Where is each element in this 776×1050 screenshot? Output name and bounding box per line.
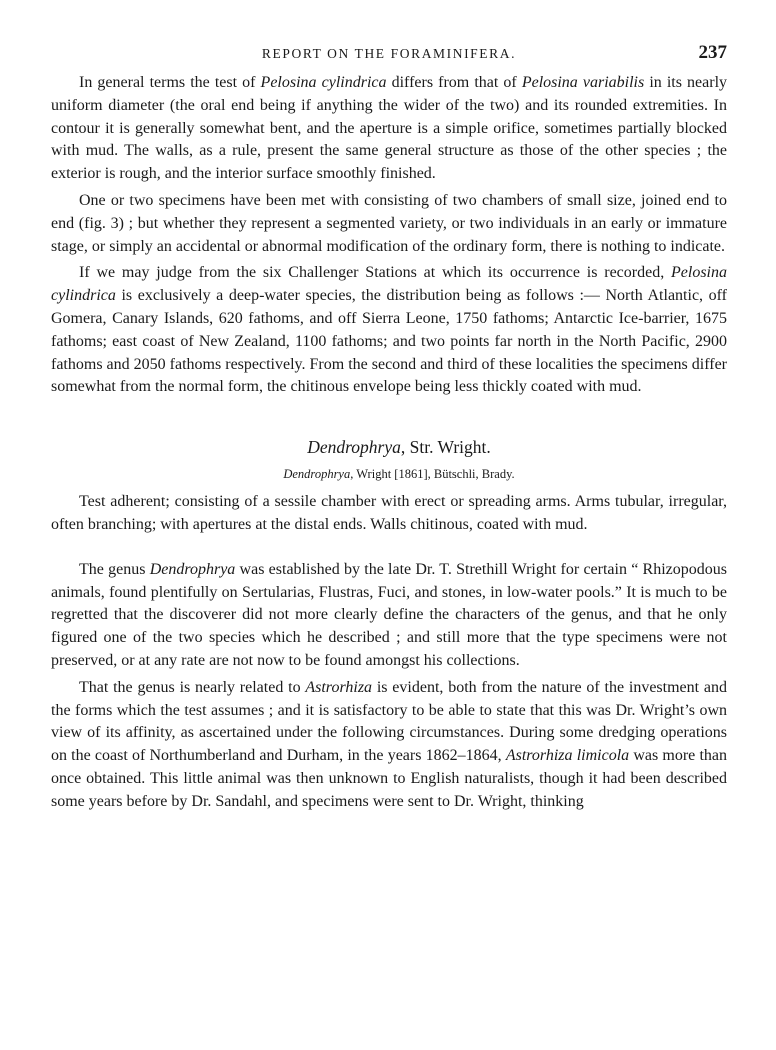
paragraph-dendrophrya-affinity: That the genus is nearly related to Astrorhiza is evident, both from the nature of the investment and the forms which the test assumes ; and it is satisfactory to be able to state that this was Dr. Wright’s own view of its affinity, as ascertained under the following circumstances. During some dredging operations on the coast of Northumberland and Durham, in the years 1862–1864, Astrorhiza limicola was more than once obtained. This little animal was then unknown to English naturalists, though it had been described some years before by Dr. Sandahl, and specimens were sent to Dr. Wright, thinking bbox=[51, 678, 728, 810]
page-header bbox=[51, 42, 727, 72]
genus-heading: Dendrophrya, Str. Wright. bbox=[307, 437, 491, 458]
genus-diagnosis: Test adherent; consisting of a sessile chamber with erect or spreading arms. Arms tubular, irregular, often branching; with apertures at the distal ends. Walls chitinous, coated with mud. bbox=[51, 493, 727, 533]
genus-synonymy: Dendrophrya, Wright [1861], Bütschli, Brady. bbox=[283, 467, 515, 482]
paragraph-dendrophrya-history: The genus Dendrophrya was established by the late Dr. T. Strethill Wright for certain “ Rhizopodous animals, found plentifully on Sertularias, Flustras, Fuci, and stones, in low-water pools.” It is much to be regretted that the discoverer did not more clearly define the characters of the genus, and that he only figured one of the two species which he described ; and still more that the type specimens were not preserved, or at any rate are not now to be found amongst his collections. bbox=[51, 560, 727, 669]
paragraph-pelosina-distribution: If we may judge from the six Challenger Stations at which its occurrence is recorded, Pelosina cylindrica is exclusively a deep-water species, the distribution being as follows :— North Atlantic, off Gomera, Canary Islands, 620 fathoms, and off Sierra Leone, 1750 fathoms; Antarctic Ice-barrier, 1675 fathoms; east coast of New Zealand, 1100 fathoms; and two points far north in the North Pacific, 2900 fathoms and 2050 fathoms respectively. From the second and third of these localities the specimens differ somewhat from the normal form, the chitinous envelope being less thickly coated with mud. bbox=[51, 264, 727, 396]
paragraph-pelosina-contour: In general terms the test of Pelosina cylindrica differs from that of Pelosina variabilis in its nearly uniform diameter (the oral end being if anything the wider of the two) and its rounded extremities. In contour it is generally somewhat bent, and the aperture is a simple orifice, sometimes partially blocked with mud. The walls, as a rule, present the same general structure as those of the other species ; the exterior is rough, and the interior surface smoothly finished. bbox=[51, 74, 728, 183]
paragraph-pelosina-specimens: One or two specimens have been met with consisting of two chambers of small size, joined end to end (fig. 3) ; but whether they represent a segmented variety, or two individuals in an early or immature stage, or simply an accidental or abnormal modification of the ordinary form, there is nothing to indicate. bbox=[51, 191, 727, 255]
page-number: 237 bbox=[698, 42, 727, 63]
running-head: REPORT ON THE FORAMINIFERA. bbox=[261, 46, 517, 61]
document-page bbox=[51, 42, 727, 814]
